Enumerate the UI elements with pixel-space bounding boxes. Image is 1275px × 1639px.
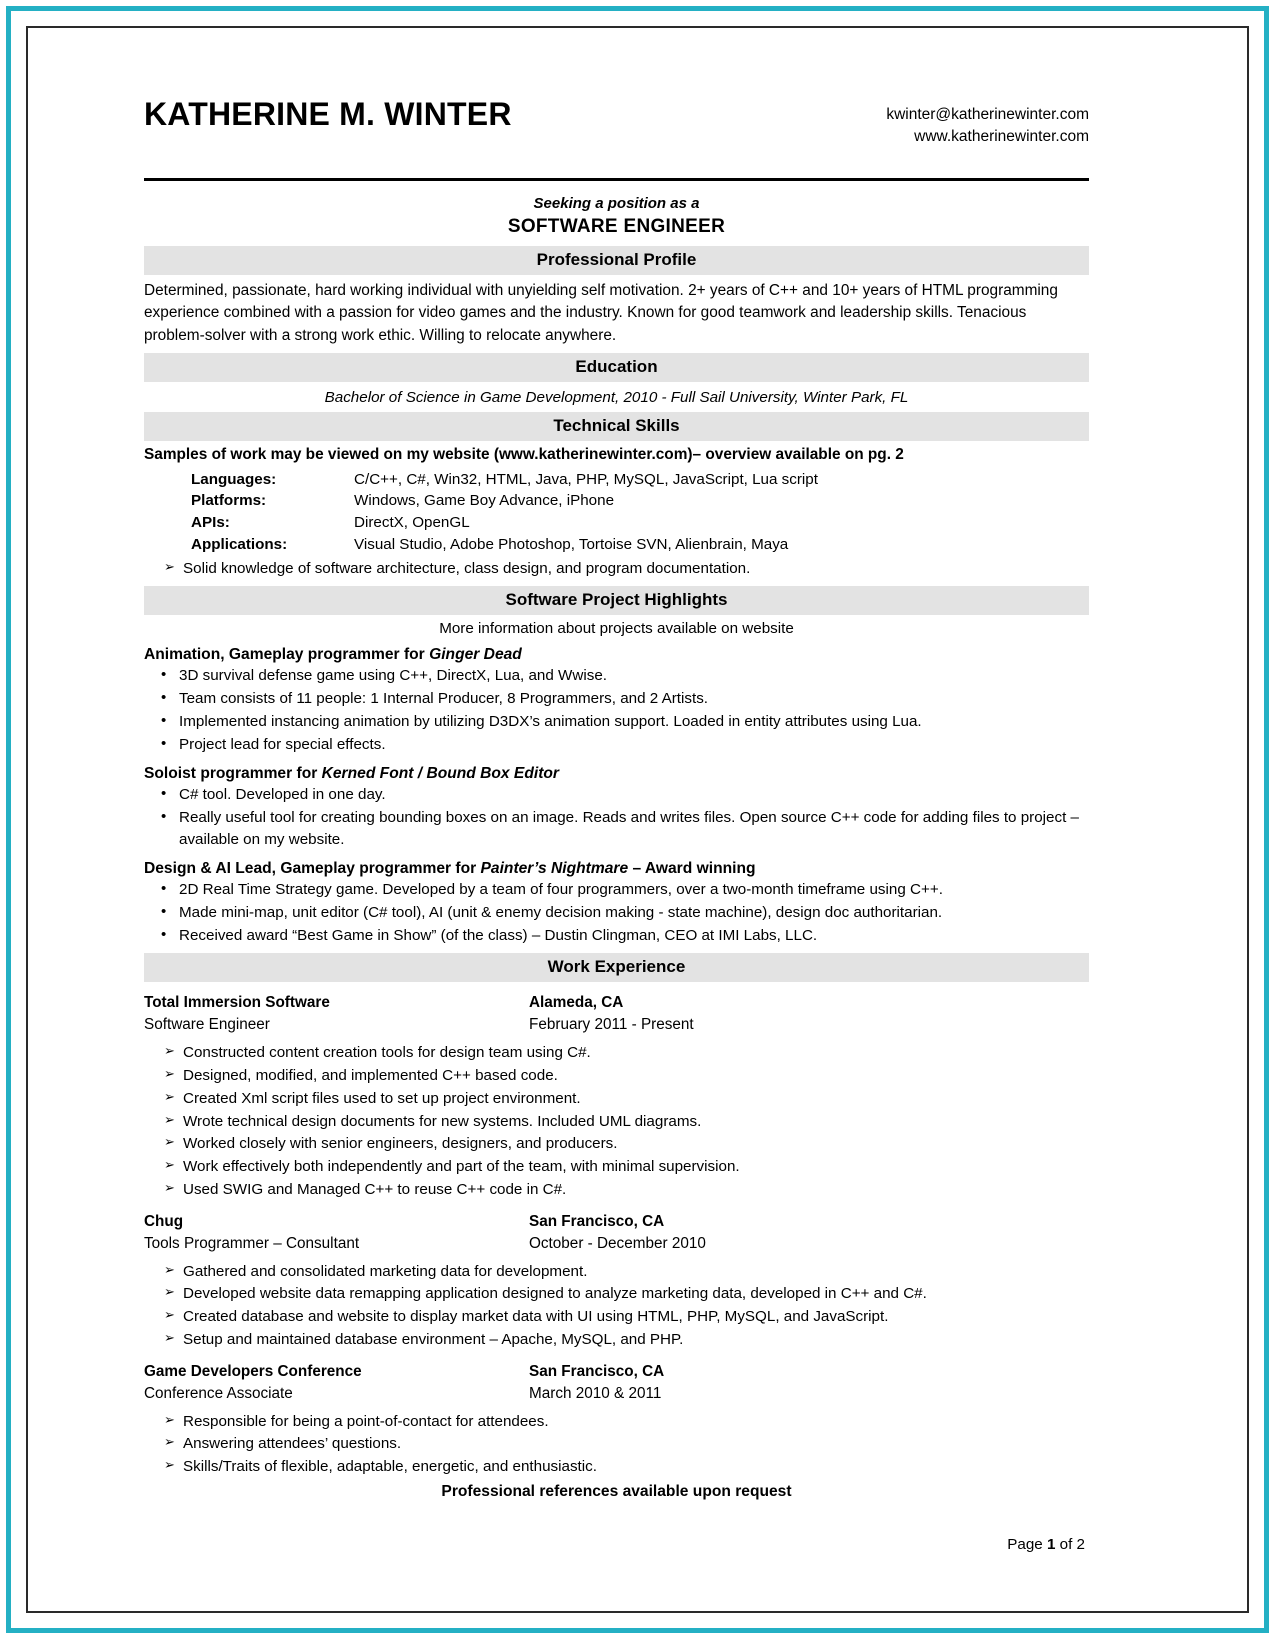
skills-bullet-list: [144, 558, 1089, 580]
work-location: Alameda, CA: [529, 994, 624, 1012]
work-bullet: [144, 1261, 1089, 1283]
project-title: Ginger Dead: [429, 646, 522, 664]
work-bullet: [144, 1042, 1089, 1064]
dot-bullet-icon: •: [161, 926, 167, 944]
work-bullet-list: [144, 1261, 1089, 1352]
arrow-bullet-icon: ➢: [164, 559, 175, 575]
profile-text: Determined, passionate, hard working individual with unyielding self motivation. 2+ years of C++ and 10+ years of HTML programming experience combined with a passion for video games and the industry. Known for good teamwork and leadership skills. Tenacious problem-solver with a strong work ethic. Willing to relocate anywhere.: [144, 281, 1058, 344]
resume-page: [34, 34, 1241, 1605]
project-heading: [144, 860, 1089, 878]
bullet-text: Really useful tool for creating bounding boxes on an image. Reads and writes files. Open source C++ code for adding files to project – available on my website.: [179, 809, 1079, 849]
bullet-text: Work effectively both independently and part of the team, with minimal supervision.: [183, 1158, 740, 1176]
project-bullet-list: [144, 879, 1089, 947]
project-bullet: [144, 807, 1089, 851]
skills-row-label: Languages:: [191, 470, 277, 488]
dot-bullet-icon: •: [161, 785, 167, 803]
dot-bullet-icon: •: [161, 880, 167, 898]
work-bullet: [144, 1456, 1089, 1478]
project-title: Painter’s Nightmare: [480, 860, 629, 878]
bullet-text: Answering attendees’ questions.: [183, 1435, 402, 1453]
education-entry: Bachelor of Science in Game Development, 2010 - Full Sail University, Winter Park, FL: [324, 388, 909, 406]
work-bullet: [144, 1433, 1089, 1455]
bullet-text: Gathered and consolidated marketing data for development.: [183, 1262, 588, 1280]
work-job-title: Conference Associate: [144, 1384, 293, 1402]
skills-row-label: Applications:: [191, 535, 288, 553]
arrow-bullet-icon: ➢: [164, 1411, 175, 1427]
project-title: Kerned Font / Bound Box Editor: [321, 765, 559, 783]
work-bullet: [144, 1411, 1089, 1433]
bullet-text: Made mini-map, unit editor (C# tool), AI (unit & enemy decision making - state machine), design doc authoritarian.: [179, 904, 943, 922]
bullet-text: Wrote technical design documents for new systems. Included UML diagrams.: [183, 1112, 702, 1130]
projects-note: More information about projects available on website: [439, 620, 794, 638]
page-number: [144, 1536, 1089, 1553]
work-job-title: Software Engineer: [144, 1016, 270, 1034]
bullet-text: Developed website data remapping application designed to analyze marketing data, developed in C++ and C#.: [183, 1285, 927, 1303]
project-bullet: [144, 665, 1089, 687]
arrow-bullet-icon: ➢: [164, 1134, 175, 1150]
objective-block: [144, 194, 1089, 240]
work-entry-top-row: [144, 992, 1089, 1014]
arrow-bullet-icon: ➢: [164, 1065, 175, 1081]
project-heading: [144, 646, 1089, 664]
project-bullet: [144, 711, 1089, 733]
skills-row-label: Platforms:: [191, 492, 267, 510]
project-bullet-list: [144, 784, 1089, 851]
arrow-bullet-icon: ➢: [164, 1042, 175, 1058]
project-bullet: [144, 902, 1089, 924]
bullet-text: Skills/Traits of flexible, adaptable, energetic, and enthusiastic.: [183, 1458, 597, 1476]
objective-lead: Seeking a position as a: [533, 195, 700, 212]
bullet-text: Solid knowledge of software architecture, class design, and program documentation.: [183, 560, 751, 578]
work-bullet: [144, 1329, 1089, 1351]
work-bullet: [144, 1283, 1089, 1305]
dot-bullet-icon: •: [161, 666, 167, 684]
section-header-profile: Professional Profile: [144, 246, 1089, 275]
project-bullet: [144, 879, 1089, 901]
bullet-text: Designed, modified, and implemented C++ based code.: [183, 1066, 558, 1084]
project-award: – Award winning: [628, 860, 756, 878]
arrow-bullet-icon: ➢: [164, 1157, 175, 1173]
work-location: San Francisco, CA: [529, 1363, 665, 1381]
work-entry-second-row: [144, 1233, 1089, 1255]
bullet-text: Used SWIG and Managed C++ to reuse C++ code in C#.: [183, 1181, 567, 1199]
work-dates: February 2011 - Present: [529, 1016, 694, 1034]
work-entry-top-row: [144, 1211, 1089, 1233]
arrow-bullet-icon: ➢: [164, 1088, 175, 1104]
contact-block: [886, 98, 1089, 148]
page-number-value: 1: [1046, 1536, 1056, 1554]
skills-row-value: Visual Studio, Adobe Photoshop, Tortoise SVN, Alienbrain, Maya: [354, 535, 789, 553]
work-company: Total Immersion Software: [144, 994, 330, 1012]
work-bullet: [144, 1133, 1089, 1155]
section-header-skills: Technical Skills: [144, 412, 1089, 441]
project-bullet: [144, 784, 1089, 806]
skills-row-value: C/C++, C#, Win32, HTML, Java, PHP, MySQL, JavaScript, Lua script: [354, 470, 818, 488]
dot-bullet-icon: •: [161, 712, 167, 730]
project-heading: [144, 765, 1089, 783]
work-bullet: [144, 1306, 1089, 1328]
contact-email: kwinter@katherinewinter.com: [886, 106, 1089, 123]
arrow-bullet-icon: ➢: [164, 1330, 175, 1346]
work-bullet: [144, 1065, 1089, 1087]
work-bullet: [144, 1156, 1089, 1178]
dot-bullet-icon: •: [161, 735, 167, 753]
bullet-text: Setup and maintained database environment – Apache, MySQL, and PHP.: [183, 1331, 684, 1349]
project-role: Soloist programmer for: [144, 765, 322, 783]
skills-row-label: APIs:: [191, 514, 230, 532]
arrow-bullet-icon: ➢: [164, 1457, 175, 1473]
contact-website: www.katherinewinter.com: [914, 128, 1089, 145]
work-dates: March 2010 & 2011: [529, 1384, 662, 1402]
skills-row: [191, 512, 818, 534]
work-entry: [144, 1361, 1089, 1478]
dot-bullet-icon: •: [161, 689, 167, 707]
skills-table-body: [191, 469, 818, 555]
work-job-title: Tools Programmer – Consultant: [144, 1234, 360, 1252]
work-dates: October - December 2010: [529, 1234, 706, 1252]
skills-row: [191, 469, 818, 491]
arrow-bullet-icon: ➢: [164, 1261, 175, 1277]
project-bullet: [144, 925, 1089, 947]
bullet-text: C# tool. Developed in one day.: [179, 786, 386, 804]
skills-bullet: [144, 558, 1089, 580]
arrow-bullet-icon: ➢: [164, 1284, 175, 1300]
project-bullet-list: [144, 665, 1089, 756]
bullet-text: Project lead for special effects.: [179, 736, 386, 754]
bullet-text: Created database and website to display market data with UI using HTML, PHP, MySQL, and JavaScript.: [183, 1308, 889, 1326]
project-bullet: [144, 688, 1089, 710]
work-bullet: [144, 1179, 1089, 1201]
page-number-prefix: Page: [1007, 1536, 1047, 1554]
arrow-bullet-icon: ➢: [164, 1434, 175, 1450]
dot-bullet-icon: •: [161, 808, 167, 826]
work-company: Chug: [144, 1213, 184, 1231]
resume-header: [144, 70, 1089, 148]
skills-table: [191, 469, 818, 555]
work-bullet: [144, 1111, 1089, 1133]
candidate-name: KATHERINE M. WINTER: [144, 96, 512, 132]
section-header-projects: Software Project Highlights: [144, 586, 1089, 615]
header-divider: [144, 178, 1089, 181]
bullet-text: Created Xml script files used to set up project environment.: [183, 1089, 581, 1107]
skills-row-value: Windows, Game Boy Advance, iPhone: [354, 492, 615, 510]
work-entry: [144, 992, 1089, 1201]
skills-note: Samples of work may be viewed on my website (www.katherinewinter.com)– overview available on pg. 2: [144, 445, 904, 463]
section-header-work: Work Experience: [144, 953, 1089, 982]
work-bullet-list: [144, 1411, 1089, 1479]
work-entry-second-row: [144, 1383, 1089, 1405]
page-number-suffix: of 2: [1055, 1536, 1085, 1554]
bullet-text: 3D survival defense game using C++, DirectX, Lua, and Wwise.: [179, 667, 607, 685]
project-role: Animation, Gameplay programmer for: [144, 646, 430, 664]
arrow-bullet-icon: ➢: [164, 1180, 175, 1196]
work-entry: [144, 1211, 1089, 1351]
bullet-text: Responsible for being a point-of-contact for attendees.: [183, 1412, 549, 1430]
references-note: Professional references available upon request: [441, 1483, 792, 1501]
section-header-education: Education: [144, 353, 1089, 382]
skills-row: [191, 490, 818, 512]
projects-list: [144, 646, 1089, 947]
skills-row: [191, 534, 818, 556]
bullet-text: Constructed content creation tools for design team using C#.: [183, 1043, 591, 1061]
bullet-text: Implemented instancing animation by utilizing D3DX’s animation support. Loaded in entity attributes using Lua.: [179, 713, 922, 731]
project-role: Design & AI Lead, Gameplay programmer for: [144, 860, 481, 878]
bullet-text: 2D Real Time Strategy game. Developed by a team of four programmers, over a two-month timeframe using C++.: [179, 881, 943, 899]
work-company: Game Developers Conference: [144, 1363, 362, 1381]
bullet-text: Received award “Best Game in Show” (of the class) – Dustin Clingman, CEO at IMI Labs, LLC.: [179, 927, 818, 945]
work-bullet: [144, 1088, 1089, 1110]
work-entry-second-row: [144, 1014, 1089, 1036]
bullet-text: Worked closely with senior engineers, designers, and producers.: [183, 1135, 618, 1153]
work-list: [144, 992, 1089, 1478]
skills-row-value: DirectX, OpenGL: [354, 514, 470, 532]
dot-bullet-icon: •: [161, 903, 167, 921]
arrow-bullet-icon: ➢: [164, 1111, 175, 1127]
bullet-text: Team consists of 11 people: 1 Internal Producer, 8 Programmers, and 2 Artists.: [179, 690, 709, 708]
project-bullet: [144, 734, 1089, 756]
work-location: San Francisco, CA: [529, 1213, 665, 1231]
arrow-bullet-icon: ➢: [164, 1307, 175, 1323]
work-bullet-list: [144, 1042, 1089, 1201]
objective-role: SOFTWARE ENGINEER: [507, 216, 726, 238]
work-entry-top-row: [144, 1361, 1089, 1383]
